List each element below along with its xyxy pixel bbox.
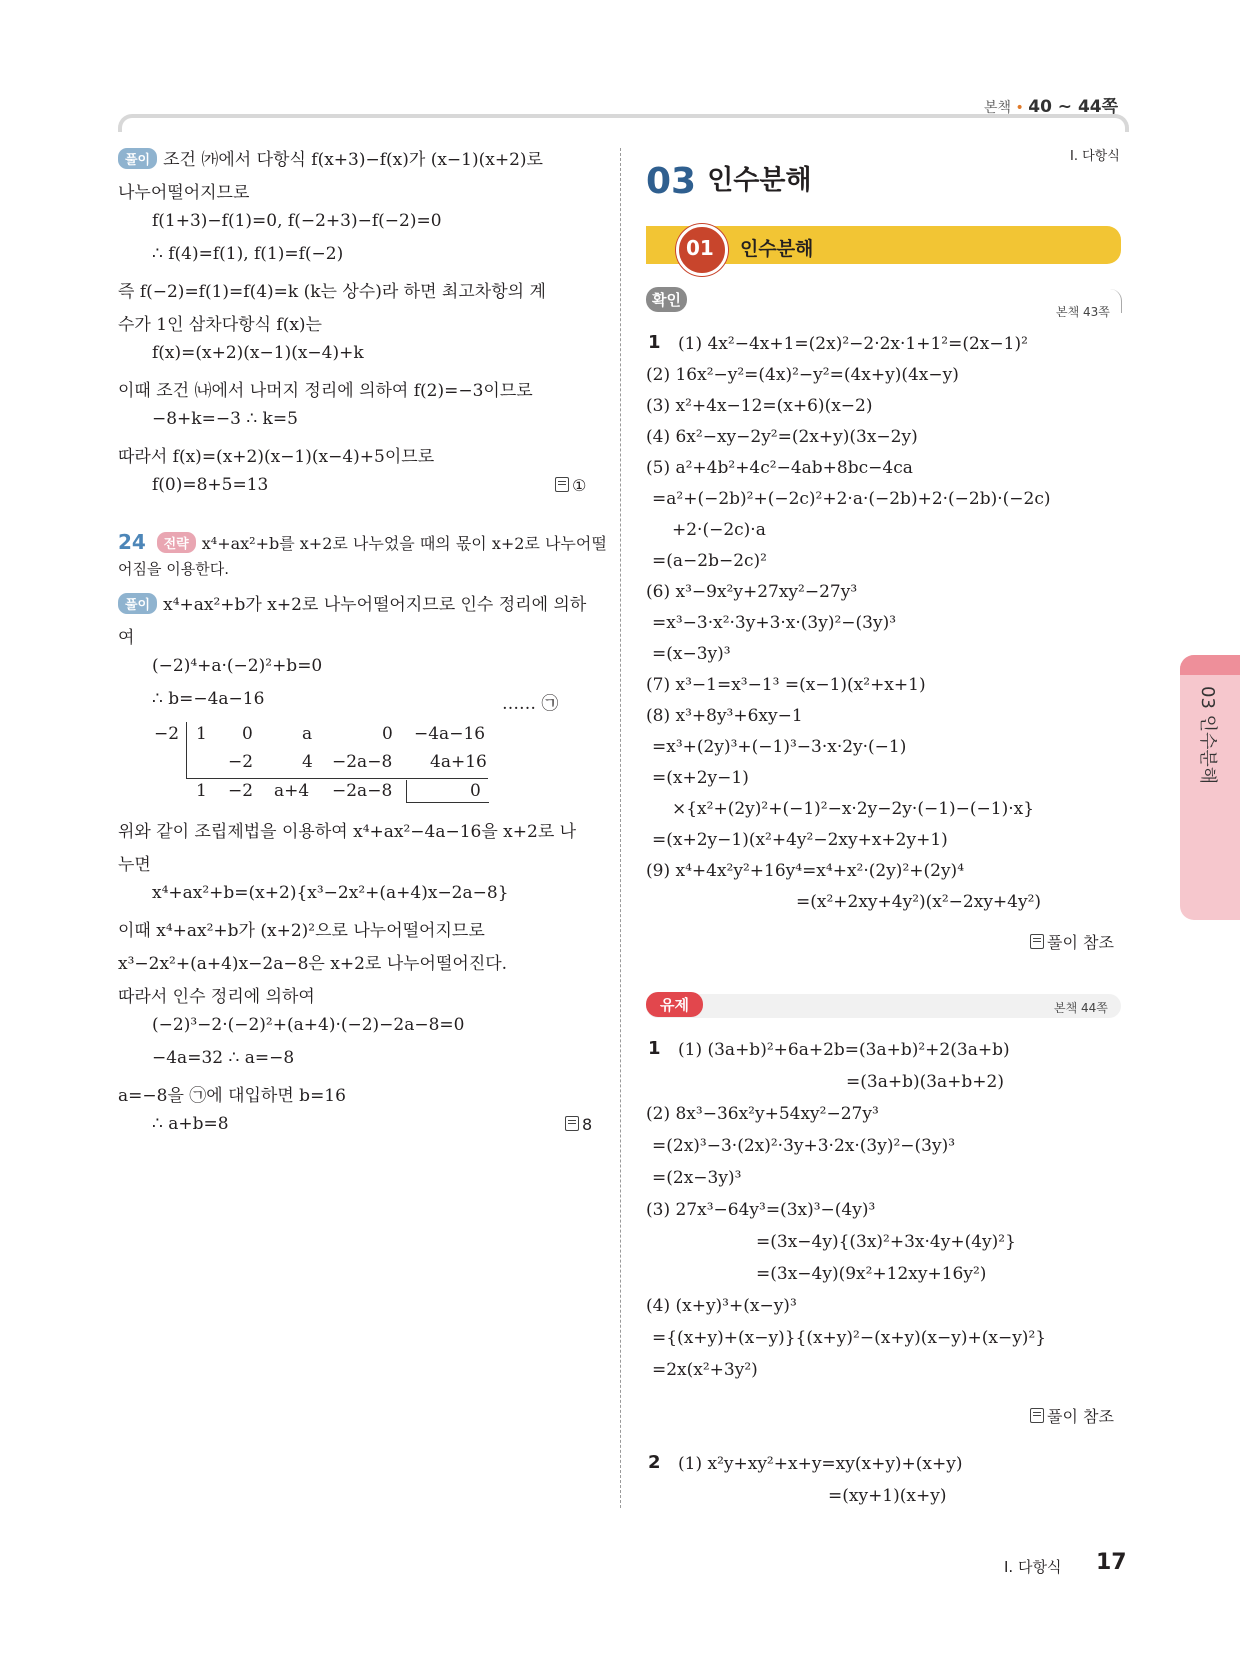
check-problem-number: 1 — [648, 332, 661, 353]
syn-hline — [186, 778, 488, 779]
answer-icon — [565, 1116, 579, 1131]
check-line-15: =(x+2y−1) — [652, 768, 749, 788]
check-line-12: (7) x³−1=x³−1³ =(x−1)(x²+x+1) — [646, 675, 926, 695]
sol23-line8: 이때 조건 ㈏에서 나머지 정리에 의하여 f(2)=−3이므로 — [118, 381, 533, 401]
sol23-line6: 수가 1인 삼차다항식 f(x)는 — [118, 315, 322, 335]
syn-r2-c5: 4a+16 — [430, 752, 487, 772]
problem-24-line2: 어짐을 이용한다. — [118, 560, 229, 578]
answer-value: 8 — [582, 1115, 593, 1134]
sol24-line12: −4a=32 ∴ a=−8 — [152, 1048, 295, 1068]
syn-r1-c3: a — [302, 724, 313, 744]
sol24-mark: …… ㉠ — [502, 694, 559, 714]
check-line-3: (3) x²+4x−12=(x+6)(x−2) — [646, 396, 873, 416]
sol23-line5: 즉 f(−2)=f(1)=f(4)=k (k는 상수)라 하면 최고차항의 계 — [118, 282, 546, 302]
answer-icon — [555, 477, 569, 492]
check-ref: 본책 43쪽 — [1056, 305, 1110, 319]
syn-r1-c2: 0 — [242, 724, 253, 744]
check-line-17: =(x+2y−1)(x²+4y²−2xy+x+2y+1) — [652, 830, 948, 850]
text: 조건 ㈎에서 다항식 f(x+3)−f(x)가 (x−1)(x+2)로 — [163, 150, 543, 170]
sol24-line7: x⁴+ax²+b=(x+2){x³−2x²+(a+4)x−2a−8} — [152, 883, 509, 903]
syn-r1-c1: 1 — [196, 724, 207, 744]
check-line-14: =x³+(2y)³+(−1)³−3·x·2y·(−1) — [652, 737, 907, 757]
answer-value: ① — [572, 476, 587, 495]
syn-r1-c5: −4a−16 — [414, 724, 486, 744]
check-line-5: (5) a²+4b²+4c²−4ab+8bc−4ca — [646, 458, 913, 478]
header-book-label: 본책 — [984, 100, 1012, 116]
sol23-line3: f(1+3)−f(1)=0, f(−2+3)−f(−2)=0 — [152, 211, 442, 231]
sol24-line14: ∴ a+b=8 — [152, 1114, 229, 1134]
example1-line-11: =2x(x²+3y²) — [652, 1360, 758, 1380]
answer-text: 풀이 참조 — [1047, 1407, 1114, 1426]
sol23-line1 — [118, 145, 543, 170]
sol24-line8: 이때 x⁴+ax²+b가 (x+2)²으로 나누어떨어지므로 — [118, 921, 485, 941]
example1-line-3: (2) 8x³−36x²y+54xy²−27y³ — [646, 1104, 879, 1124]
text: x⁴+ax²+b가 x+2로 나누어떨어지므로 인수 정리에 의하 — [163, 595, 587, 615]
sol23-line10: 따라서 f(x)=(x+2)(x−1)(x−4)+5이므로 — [118, 447, 435, 467]
chapter-side-tab-top — [1180, 655, 1240, 675]
sol23-line4: ∴ f(4)=f(1), f(1)=f(−2) — [152, 244, 344, 264]
strategy-badge: 전략 — [157, 532, 196, 553]
syn-r2-c3: 4 — [302, 752, 313, 772]
example1-line-10: ={(x+y)+(x−y)}{(x+y)²−(x+y)(x−y)+(x−y)²} — [652, 1328, 1047, 1348]
answer-text: 풀이 참조 — [1047, 933, 1114, 952]
check-line-7: +2·(−2c)·a — [672, 520, 766, 540]
solution-badge: 풀이 — [118, 148, 157, 169]
sol23-line2: 나누어떨어지므로 — [118, 183, 250, 203]
sol23-line11: f(0)=8+5=13 — [152, 475, 269, 495]
check-line-8: =(a−2b−2c)² — [652, 551, 767, 571]
problem-24-line1 — [118, 530, 607, 554]
header-dot-icon: • — [1015, 100, 1024, 116]
check-line-1: (1) 4x²−4x+1=(2x)²−2·2x·1+1²=(2x−1)² — [678, 334, 1028, 354]
sol24-line11: (−2)³−2·(−2)²+(a+4)·(−2)−2a−8=0 — [152, 1015, 465, 1035]
syn-r3-c1: 1 — [196, 781, 207, 801]
example-label: 유제 — [646, 992, 703, 1017]
answer-23 — [555, 476, 586, 495]
check-answer — [1030, 930, 1114, 953]
sol24-line2: 여 — [118, 628, 135, 648]
sol24-line5: 위와 같이 조립제법을 이용하여 x⁴+ax²−4a−16을 x+2로 나 — [118, 822, 577, 842]
sol23-line7: f(x)=(x+2)(x−1)(x−4)+k — [152, 343, 364, 363]
syn-r3-c3: a+4 — [274, 781, 310, 801]
syn-r2-c4: −2a−8 — [332, 752, 393, 772]
sol23-line9: −8+k=−3 ∴ k=5 — [152, 409, 298, 429]
page-number: 17 — [1096, 1550, 1127, 1575]
section-number: 01 — [686, 236, 714, 260]
example-pill — [646, 994, 1121, 1018]
sol24-line4: ∴ b=−4a−16 — [152, 689, 265, 709]
sol24-line10: 따라서 인수 정리에 의하여 — [118, 987, 315, 1007]
solution-badge: 풀이 — [118, 593, 157, 614]
example2-line-1: (1) x²y+xy²+x+y=xy(x+y)+(x+y) — [678, 1454, 963, 1474]
example1-line-8: =(3x−4y)(9x²+12xy+16y²) — [756, 1264, 987, 1284]
check-label: 확인 — [646, 287, 687, 312]
syn-r3-c4: −2a−8 — [332, 781, 393, 801]
synthetic-division — [150, 720, 500, 810]
example1-line-5: =(2x−3y)³ — [652, 1168, 742, 1188]
part-label: Ⅰ. 다항식 — [1070, 149, 1120, 164]
sol24-line9: x³−2x²+(a+4)x−2a−8은 x+2로 나누어떨어진다. — [118, 954, 508, 974]
example2-line-2: =(xy+1)(x+y) — [828, 1486, 947, 1506]
check-line-4: (4) 6x²−xy−2y²=(2x+y)(3x−2y) — [646, 427, 918, 447]
problem-number: 24 — [118, 530, 146, 554]
example2-number: 2 — [648, 1452, 661, 1473]
syn-vline — [186, 722, 187, 778]
answer-24 — [565, 1115, 592, 1134]
example1-line-1: (1) (3a+b)²+6a+2b=(3a+b)²+2(3a+b) — [678, 1040, 1010, 1060]
check-line-10: =x³−3·x²·3y+3·x·(3y)²−(3y)³ — [652, 613, 897, 633]
syn-r3-c2: −2 — [228, 781, 254, 801]
check-line-13: (8) x³+8y³+6xy−1 — [646, 706, 803, 726]
answer-icon — [1030, 934, 1044, 949]
check-line-16: ×{x²+(2y)²+(−1)²−x·2y−2y·(−1)−(−1)·x} — [672, 799, 1035, 819]
sol24-line3: (−2)⁴+a·(−2)²+b=0 — [152, 656, 323, 676]
syn-r1-c4: 0 — [382, 724, 393, 744]
check-line-2: (2) 16x²−y²=(4x)²−y²=(4x+y)(4x−y) — [646, 365, 959, 385]
footer-part: Ⅰ. 다항식 — [1004, 1558, 1062, 1576]
side-tab-label: 03 인수분해 — [1197, 686, 1218, 785]
example1-line-2: =(3a+b)(3a+b+2) — [846, 1072, 1004, 1092]
check-line-18: (9) x⁴+4x²y²+16y⁴=x⁴+x²·(2y)²+(2y)⁴ — [646, 861, 965, 881]
syn-r2-c2: −2 — [228, 752, 254, 772]
section-title: 인수분해 — [740, 238, 814, 260]
header-pages: 40 ~ 44쪽 — [1028, 97, 1119, 117]
top-rule — [118, 114, 1129, 132]
example1-line-6: (3) 27x³−64y³=(3x)³−(4y)³ — [646, 1200, 876, 1220]
sol24-line13: a=−8을 ㉠에 대입하면 b=16 — [118, 1086, 346, 1106]
chapter-title: 인수분해 — [707, 165, 812, 196]
syn-r3-c5: 0 — [470, 781, 481, 801]
example1-number: 1 — [648, 1038, 661, 1059]
check-line-11: =(x−3y)³ — [652, 644, 731, 664]
check-pill — [646, 289, 1122, 313]
check-line-19: =(x²+2xy+4y²)(x²−2xy+4y²) — [796, 892, 1042, 912]
example1-line-4: =(2x)³−3·(2x)²·3y+3·2x·(3y)²−(3y)³ — [652, 1136, 956, 1156]
column-divider — [620, 148, 621, 1508]
chapter-number: 03 — [646, 161, 697, 202]
text: x⁴+ax²+b를 x+2로 나누었을 때의 몫이 x+2로 나누어떨 — [201, 534, 607, 553]
example1-line-7: =(3x−4y){(3x)²+3x·4y+(4y)²} — [756, 1232, 1016, 1252]
check-line-6: =a²+(−2b)²+(−2c)²+2·a·(−2b)+2·(−2b)·(−2c) — [652, 489, 1051, 509]
answer-icon — [1030, 1408, 1044, 1423]
sol24-line6: 누면 — [118, 855, 151, 875]
example1-answer — [1030, 1404, 1114, 1427]
chapter-heading — [646, 158, 812, 202]
example1-line-9: (4) (x+y)³+(x−y)³ — [646, 1296, 797, 1316]
example-ref: 본책 44쪽 — [1054, 1001, 1108, 1015]
check-line-9: (6) x³−9x²y+27xy²−27y³ — [646, 582, 858, 602]
sol24-line1 — [118, 590, 586, 615]
syn-divisor: −2 — [154, 724, 180, 744]
